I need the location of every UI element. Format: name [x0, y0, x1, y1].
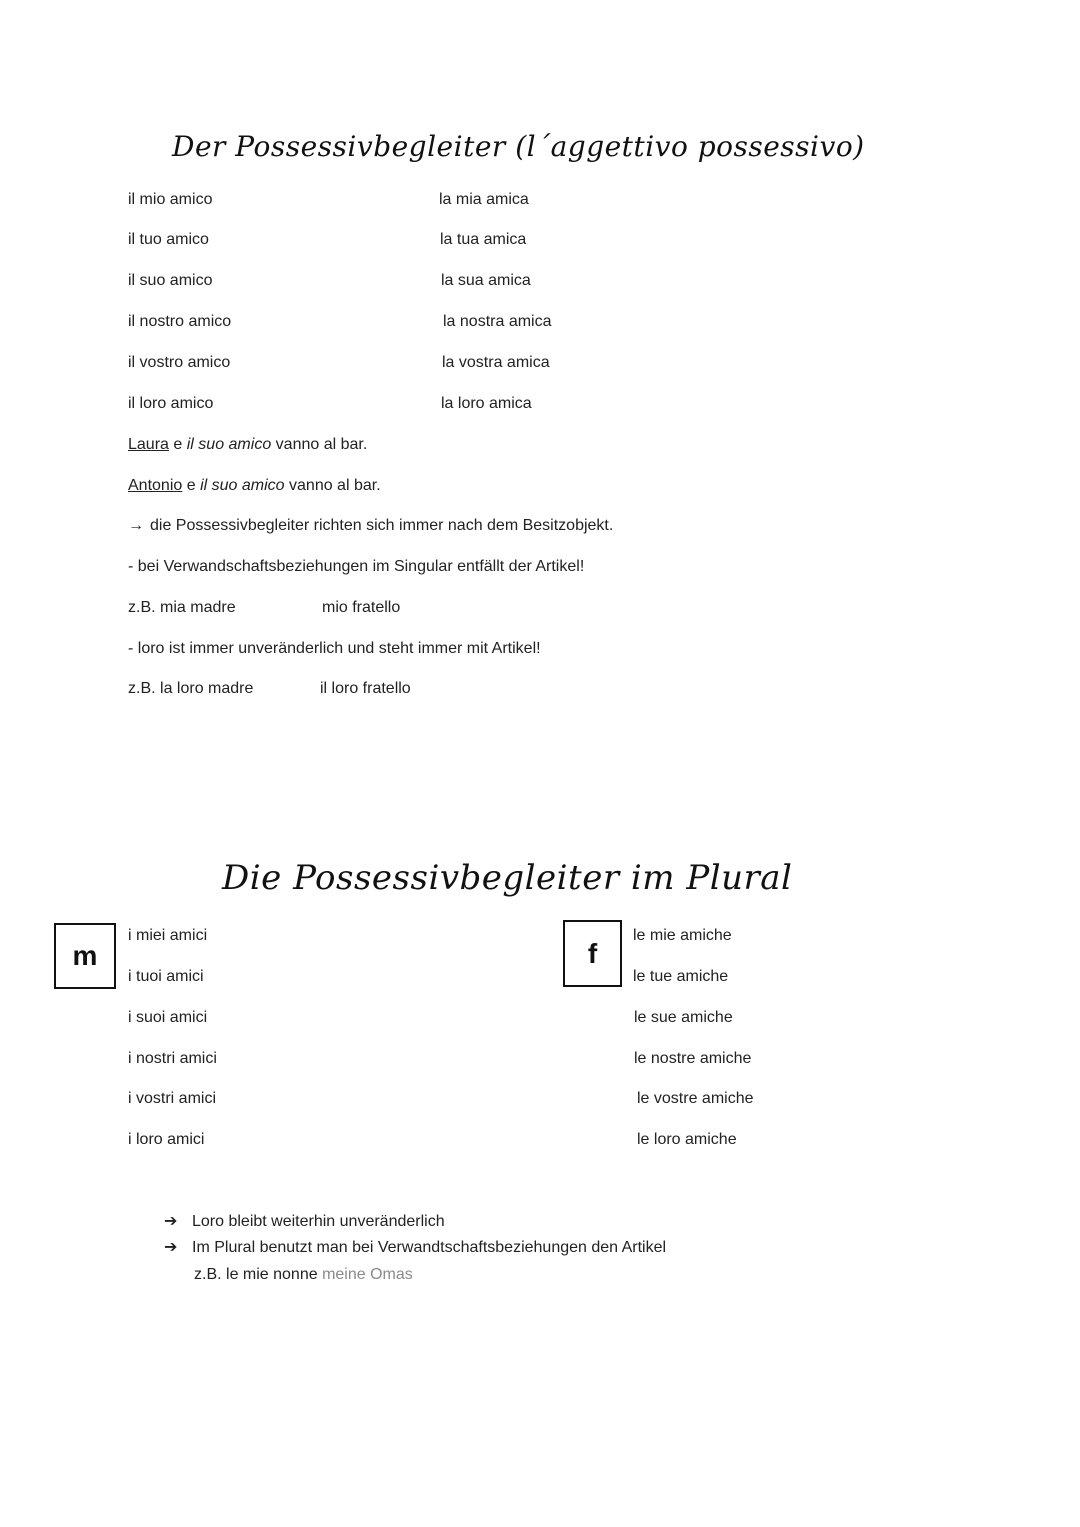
note-loro: [164, 1212, 445, 1232]
arrow-right-icon: ➔: [164, 1239, 178, 1256]
example-conjunction: e: [186, 477, 196, 494]
plural-fem-2: le tue amiche: [633, 968, 729, 985]
rule-verwandschaft: - bei Verwandschaftsbeziehungen im Singular entfällt der Artikel!: [128, 558, 585, 575]
note-text: Im Plural benutzt man bei Verwandtschaftsbeziehungen den Artikel: [192, 1239, 667, 1256]
note-example: [194, 1265, 413, 1285]
singular-masc-4: il nostro amico: [128, 313, 232, 330]
plural-masc-2: i tuoi amici: [128, 968, 204, 985]
page-title: Der Possessivbegleiter (l´aggettivo possessivo): [172, 130, 865, 163]
example-possessive: il suo amico: [186, 436, 272, 453]
example-possessive: il suo amico: [200, 477, 285, 494]
plural-masc-4: i nostri amici: [128, 1050, 217, 1067]
masculine-box: m: [54, 923, 116, 989]
singular-fem-4: la nostra amica: [443, 313, 552, 330]
singular-fem-6: la loro amica: [441, 395, 532, 412]
rule-text: die Possessivbegleiter richten sich immer nach dem Besitzobjekt.: [150, 517, 614, 534]
note-text: Loro bleibt weiterhin unveränderlich: [192, 1213, 445, 1230]
singular-fem-3: la sua amica: [441, 272, 531, 289]
example-rest: vanno al bar.: [289, 477, 381, 494]
note-example-de: meine Omas: [322, 1266, 413, 1283]
section-title-plural: Die Possessivbegleiter im Plural: [222, 858, 793, 898]
singular-masc-5: il vostro amico: [128, 354, 231, 371]
plural-masc-3: i suoi amici: [128, 1009, 208, 1026]
example-laura: [128, 435, 367, 455]
example-madre: z.B. mia madre: [128, 599, 236, 616]
plural-fem-4: le nostre amiche: [634, 1050, 752, 1067]
singular-masc-6: il loro amico: [128, 395, 214, 412]
plural-masc-6: i loro amici: [128, 1131, 205, 1148]
example-rest: vanno al bar.: [275, 436, 368, 453]
arrow-right-icon: ➔: [164, 1213, 178, 1230]
singular-masc-2: il tuo amico: [128, 231, 209, 248]
singular-masc-3: il suo amico: [128, 272, 213, 289]
note-example-it: z.B. le mie nonne: [194, 1266, 318, 1283]
singular-fem-2: la tua amica: [440, 231, 527, 248]
note-artikel: [164, 1238, 666, 1258]
example-antonio: [128, 476, 381, 496]
example-subject: Antonio: [128, 477, 183, 494]
feminine-box: f: [563, 920, 622, 987]
plural-fem-6: le loro amiche: [637, 1131, 737, 1148]
example-fratello: mio fratello: [322, 599, 401, 616]
example-conjunction: e: [173, 436, 183, 453]
example-loro-madre: z.B. la loro madre: [128, 680, 254, 697]
singular-fem-1: la mia amica: [439, 191, 529, 208]
singular-masc-1: il mio amico: [128, 191, 213, 208]
plural-fem-3: le sue amiche: [634, 1009, 733, 1026]
plural-masc-5: i vostri amici: [128, 1090, 217, 1107]
plural-fem-1: le mie amiche: [633, 927, 732, 944]
plural-masc-1: i miei amici: [128, 927, 208, 944]
plural-fem-5: le vostre amiche: [637, 1090, 754, 1107]
rule-besitzobjekt: [128, 516, 613, 536]
arrow-right-icon: →: [128, 517, 144, 534]
singular-fem-5: la vostra amica: [442, 354, 550, 371]
rule-loro: - loro ist immer unveränderlich und steht immer mit Artikel!: [128, 640, 541, 657]
example-subject: Laura: [128, 436, 169, 453]
example-loro-fratello: il loro fratello: [320, 680, 411, 697]
